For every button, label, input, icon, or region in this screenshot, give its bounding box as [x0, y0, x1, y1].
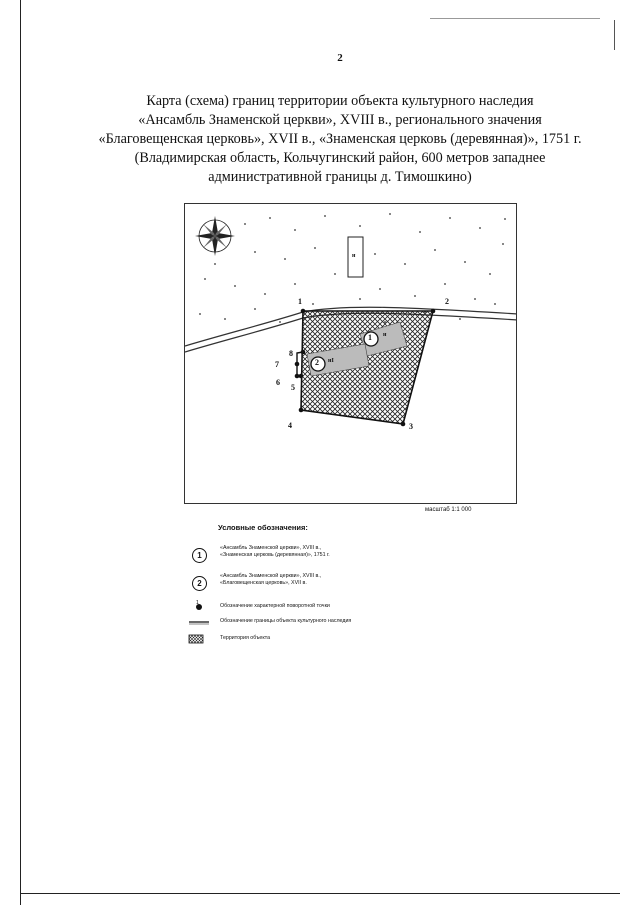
legend-text-line: «Благовещенская церковь», XVII в.: [220, 580, 307, 586]
point-label-6: 6: [276, 378, 280, 387]
title-line: «Ансамбль Знаменской церкви», XVIII в., регионального значения: [138, 112, 542, 128]
page-bottom-edge: [20, 893, 620, 894]
building-mark: н: [383, 332, 387, 338]
object-marker-2: 2: [315, 358, 319, 367]
object-marker-1: 1: [368, 333, 372, 342]
svg-text:1: 1: [196, 600, 199, 606]
legend-text-line: «Ансамбль Знаменской церкви», XVIII в.,: [220, 545, 322, 551]
legend-item-object-1: [186, 545, 446, 575]
title-line: «Благовещенская церковь», XVII в., «Знаменская церковь (деревянная)», 1751 г.: [98, 131, 582, 147]
legend-text-line: Территория объекта: [220, 635, 271, 641]
scan-top-line: [430, 18, 600, 19]
point-label-8: 8: [289, 349, 293, 358]
map-drawing: [185, 204, 517, 504]
object-2-icon: 2: [186, 573, 212, 599]
point-label-4: 4: [288, 421, 292, 430]
legend-item-territory: [186, 632, 446, 662]
building-mark: н: [352, 253, 356, 259]
point-label-1: 1: [298, 297, 302, 306]
document-title: [40, 92, 640, 187]
page-number: 2: [337, 52, 343, 64]
title-line: Карта (схема) границ территории объекта культурного наследия: [146, 93, 534, 109]
point-label-7: 7: [275, 360, 279, 369]
compass-rose-icon: [195, 216, 235, 256]
title-line: (Владимирская область, Кольчугинский район, 600 метров западнее: [134, 150, 546, 166]
legend-title: Условные обозначения:: [218, 523, 308, 532]
legend-text-line: Обозначение границы объекта культурного наследия: [220, 618, 352, 624]
building-mark: нI: [328, 358, 334, 364]
title-line: административной границы д. Тимошкино): [208, 169, 472, 185]
territory-hatch-icon: [186, 632, 212, 658]
legend-text-line: Обозначение характерной поворотной точки: [220, 603, 330, 609]
legend-text-line: «Знаменская церковь (деревянная)», 1751 г.: [220, 552, 330, 558]
scan-right-mark: [614, 20, 615, 50]
point-label-3: 3: [409, 422, 413, 431]
point-label-5: 5: [291, 383, 295, 392]
point-label-2: 2: [445, 297, 449, 306]
page-left-edge: [20, 0, 21, 905]
object-1-icon: 1: [186, 545, 212, 571]
legend-text-line: «Ансамбль Знаменской церкви», XVIII в.,: [220, 573, 322, 579]
boundary-map: [184, 203, 517, 504]
map-scale: масштаб 1:1 000: [425, 507, 472, 513]
